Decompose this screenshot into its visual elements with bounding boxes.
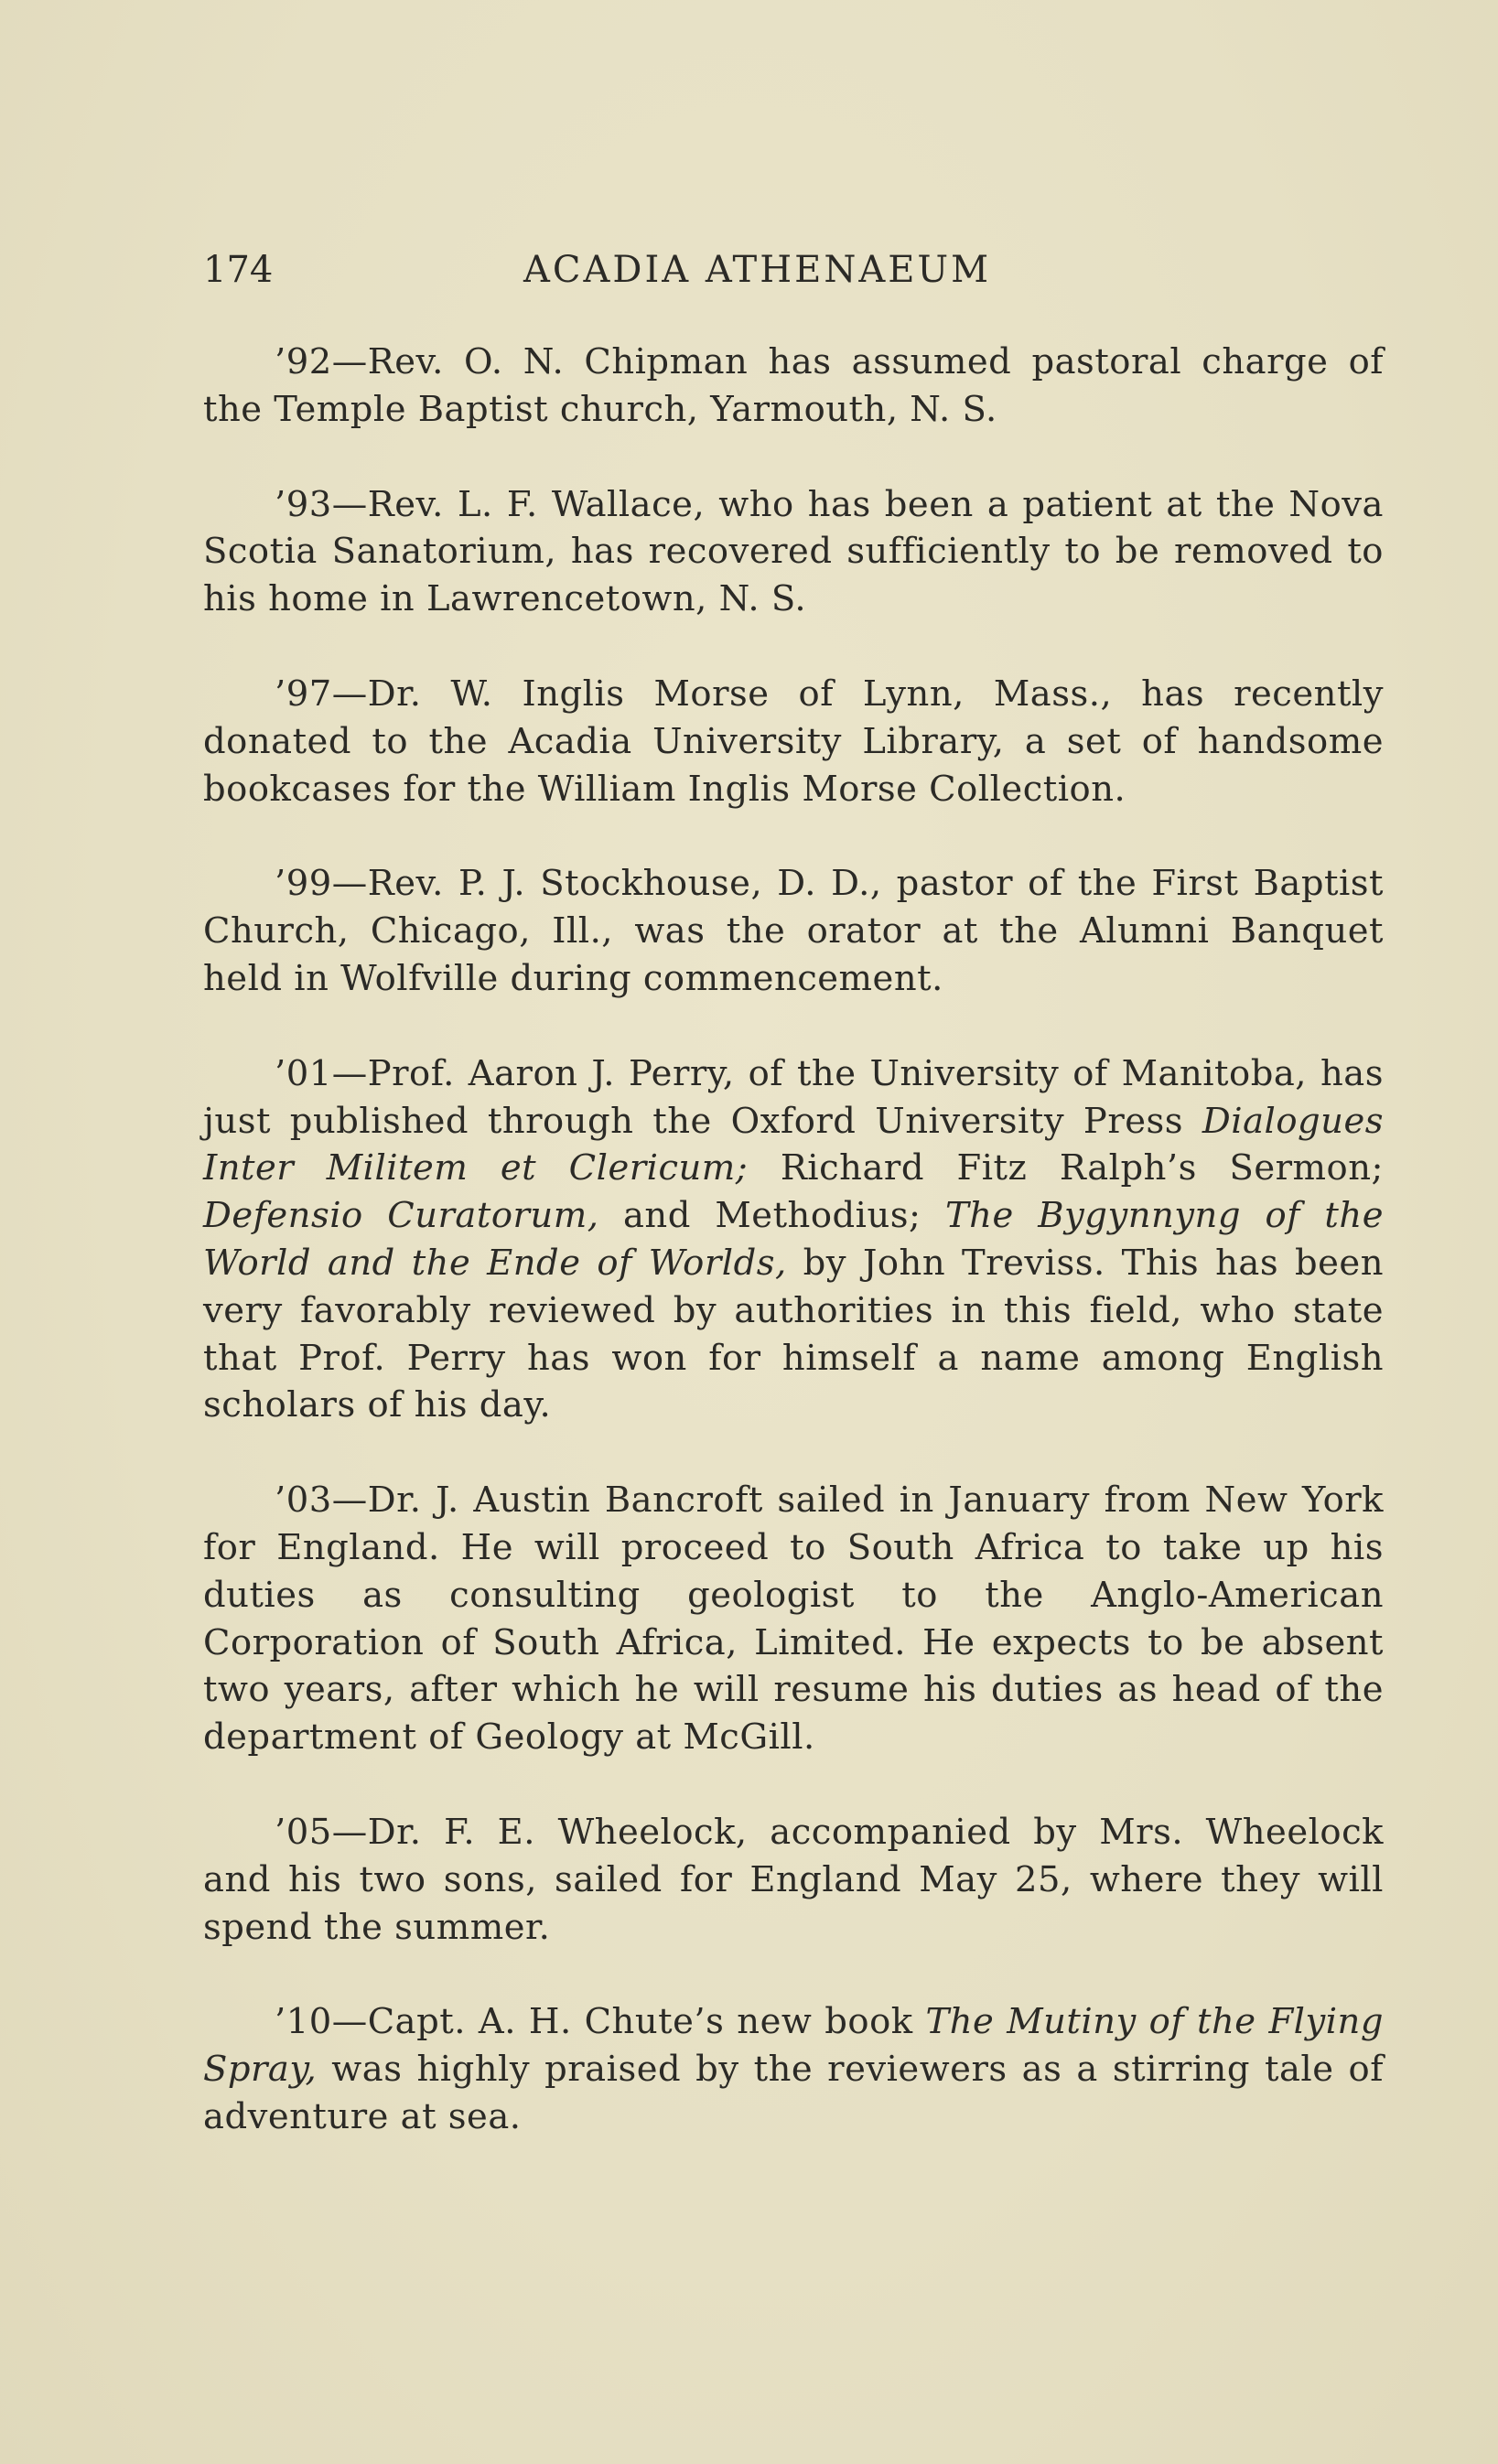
page-number: 174 xyxy=(203,249,274,291)
book-title: The Bygynnyng of the World and the Ende of Worlds, xyxy=(203,1195,1384,1284)
alumni-note-1910 xyxy=(203,1998,1384,2140)
alumni-note-1892 xyxy=(203,339,1384,434)
alumni-notes xyxy=(203,339,1384,2189)
note-text: ’92—Rev. O. N. Chipman has assumed pastoral charge of the Temple Baptist church, Yarmouth, N. S. xyxy=(203,341,1384,430)
note-text: ’10—Capt. A. H. Chute’s new book xyxy=(275,2001,926,2043)
note-text: ’03—Dr. J. Austin Bancroft sailed in January from New York for England. He will proceed to South Africa to take up his duties as consulting geologist to the Anglo-American Corporation of South Africa, Limited. He expects to be absent two years, after which he will resume his duties as head of the department of Geology at McGill. xyxy=(203,1479,1384,1759)
book-title: The Mutiny of the Flying Spray, xyxy=(203,2001,1384,2091)
note-text: ’05—Dr. F. E. Wheelock, accompanied by Mrs. Wheelock and his two sons, sailed for England May 25, where they will spend the summer. xyxy=(203,1811,1384,1948)
page-header xyxy=(203,249,1384,295)
alumni-note-1901 xyxy=(203,1050,1384,1429)
alumni-note-1893 xyxy=(203,481,1384,623)
note-text: ’01—Prof. Aaron J. Perry, of the University of Manitoba, has just published through the Oxford University Press xyxy=(203,1052,1384,1142)
note-text: ’93—Rev. L. F. Wallace, who has been a patient at the Nova Scotia Sanatorium, has recovered sufficiently to be removed to his home in Lawrencetown, N. S. xyxy=(203,483,1384,620)
alumni-note-1899 xyxy=(203,860,1384,1002)
note-text: ’99—Rev. P. J. Stockhouse, D. D., pastor of the First Baptist Church, Chicago, Ill., was the orator at the Alumni Banquet held in Wolfville during commencement. xyxy=(203,863,1384,999)
book-title: Dialogues Inter Militem et Clericum; xyxy=(203,1100,1384,1189)
alumni-note-1903 xyxy=(203,1477,1384,1761)
note-text: was highly praised by the reviewers as a stirring tale of adventure at sea. xyxy=(203,2049,1384,2137)
alumni-note-1905 xyxy=(203,1809,1384,1951)
note-text: ’97—Dr. W. Inglis Morse of Lynn, Mass., has recently donated to the Acadia University Library, a set of handsome bookcases for the William Inglis Morse Collection. xyxy=(203,672,1384,810)
note-text: and Methodius; xyxy=(598,1195,945,1237)
note-text: by John Treviss. This has been very favorably reviewed by authorities in this field, who state that Prof. Perry has won for himself a name among English scholars of his day. xyxy=(203,1242,1385,1426)
running-title: ACADIA ATHENAEUM xyxy=(523,249,992,291)
alumni-note-1897 xyxy=(203,671,1384,812)
note-text: Richard Fitz Ralph’s Sermon; xyxy=(748,1147,1384,1189)
book-title: Defensio Curatorum, xyxy=(203,1195,599,1237)
